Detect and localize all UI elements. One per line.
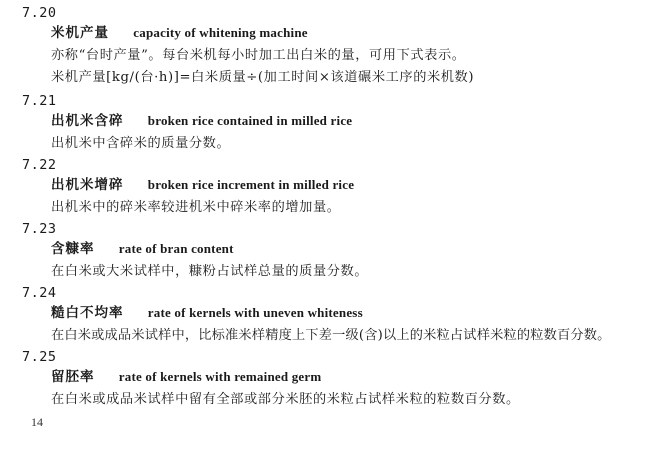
entry-7-25: [0, 348, 520, 412]
page-number: 14: [31, 415, 43, 429]
term-chinese: 出机米含碎: [51, 113, 124, 129]
term-line: [0, 176, 354, 198]
definition-line: 出机米中含碎米的质量分数。: [51, 136, 231, 151]
entry-number: 7.21: [22, 93, 57, 109]
definition-line: 米机产量[kg/(台·h)]=白米质量÷(加工时间×该道碾米工序的米机数): [51, 70, 475, 85]
entry-number: 7.25: [22, 349, 57, 365]
term-english: capacity of whitening machine: [133, 25, 308, 40]
entry-number: 7.20: [22, 5, 57, 21]
term-english: broken rice increment in milled rice: [147, 177, 355, 192]
entry-7-23: [0, 220, 368, 284]
entry-number: 7.23: [22, 221, 57, 237]
term-line: [0, 112, 352, 134]
term-line: [0, 240, 368, 262]
definition-line: 出机米中的碎米率较进机米中碎米率的增加量。: [51, 200, 341, 215]
term-line: [0, 304, 611, 326]
definition-line: 亦称“台时产量”。每台米机每小时加工出白米的量，可用下式表示。: [51, 48, 466, 63]
definition-line: 在白米或成品米试样中留有全部或部分米胚的米粒占试样米粒的粒数百分数。: [51, 392, 520, 407]
term-english: rate of kernels with remained germ: [118, 369, 322, 384]
term-line: [0, 24, 474, 46]
term-chinese: 留胚率: [51, 369, 95, 385]
entry-7-24: [0, 284, 611, 348]
term-english: broken rice contained in milled rice: [147, 113, 353, 128]
entry-number: 7.24: [22, 285, 57, 301]
entry-7-22: [0, 156, 354, 220]
term-chinese: 糙白不均率: [51, 305, 124, 321]
term-chinese: 出机米增碎: [51, 177, 124, 193]
entry-7-20: [0, 4, 474, 90]
definition-line: 在白米或大米试样中，糠粉占试样总量的质量分数。: [51, 264, 369, 279]
term-english: rate of bran content: [118, 241, 234, 256]
entry-7-21: [0, 92, 352, 156]
term-english: rate of kernels with uneven whiteness: [147, 305, 363, 320]
term-chinese: 含糠率: [51, 241, 95, 257]
term-chinese: 米机产量: [51, 25, 109, 41]
definition-line: 在白米或成品米试样中，比标准米样精度上下差一级(含)以上的米粒占试样米粒的粒数百分数。: [51, 328, 611, 343]
term-line: [0, 368, 520, 390]
entry-number: 7.22: [22, 157, 57, 173]
